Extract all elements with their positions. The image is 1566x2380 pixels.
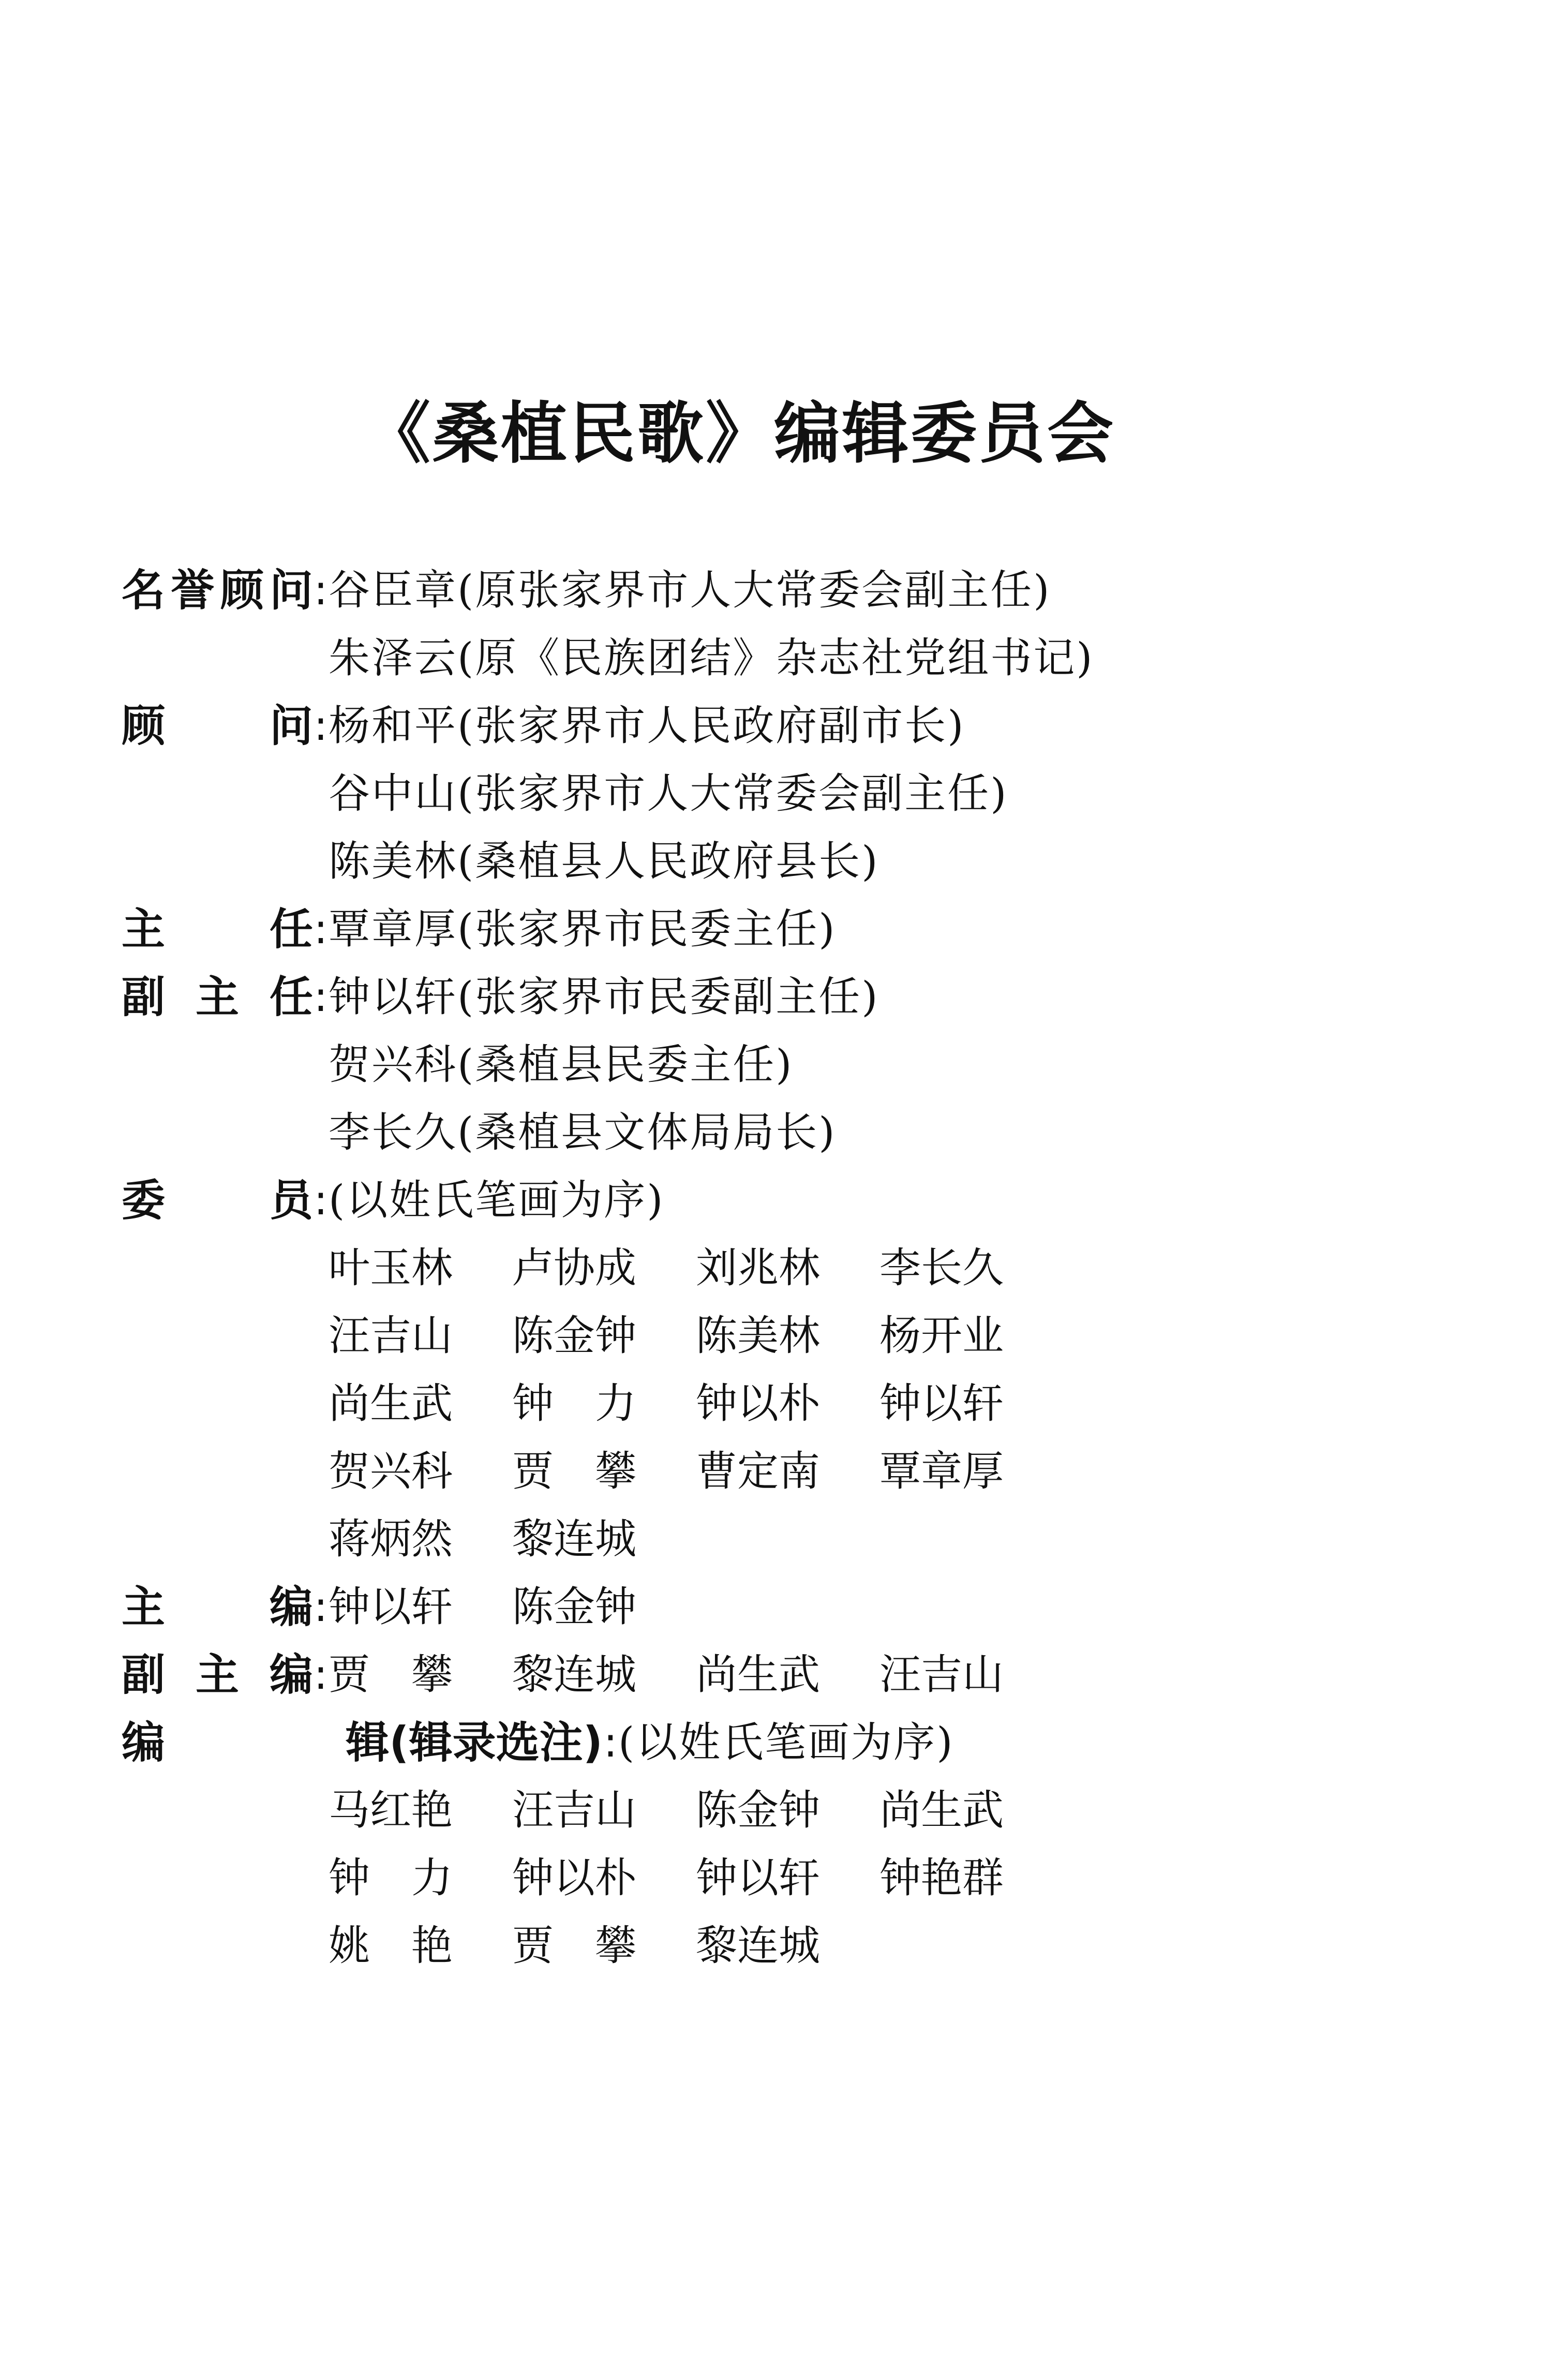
member-name: 杨开业 <box>879 1311 1004 1360</box>
editor-name: 汪吉山 <box>512 1786 636 1834</box>
label-separator: : <box>314 566 328 614</box>
advisor-row <box>122 827 1467 895</box>
members-names-row <box>122 1302 1467 1370</box>
editors-note: (以姓氏笔画为序) <box>618 1718 954 1766</box>
deputy-chief-editor-names <box>329 1650 1063 1699</box>
deputy-chief-editor-label <box>122 1649 313 1700</box>
label-char: 问 <box>269 700 313 751</box>
editors-label <box>122 1717 603 1768</box>
advisor-entry: 陈美林(桑植县人民政府县长) <box>329 837 879 885</box>
editor-name: 钟以朴 <box>512 1853 636 1902</box>
honorary-advisor-entry: 谷臣章(原张家界市人大常委会副主任) <box>329 566 1051 614</box>
director-row <box>122 895 1467 963</box>
deputy-director-row <box>122 1098 1467 1166</box>
member-name: 钟 力 <box>512 1379 636 1427</box>
label-rest: 辑(辑录选注) <box>346 1717 603 1768</box>
label-char: 副 <box>122 1649 166 1700</box>
label-char: 员 <box>269 1174 313 1226</box>
member-name: 覃章厚 <box>879 1447 1004 1495</box>
honorary-advisor-label <box>122 564 313 616</box>
editor-name: 贾 攀 <box>512 1921 636 1970</box>
editor-name: 钟艳群 <box>879 1853 1004 1902</box>
member-name: 陈美林 <box>696 1311 820 1360</box>
deputy-director-entry: 钟以轩(张家界市民委副主任) <box>329 972 879 1021</box>
advisor-label <box>122 700 313 751</box>
label-char: 副 <box>122 971 166 1022</box>
label-char: 编 <box>122 1717 166 1768</box>
member-name: 钟以轩 <box>879 1379 1004 1427</box>
label-separator: : <box>314 972 328 1021</box>
editor-name: 姚 艳 <box>329 1921 453 1970</box>
honorary-advisor-row <box>122 624 1467 692</box>
editors-names-row <box>122 1776 1467 1844</box>
label-char: 顾 <box>220 564 264 616</box>
members-names-row <box>122 1505 1467 1573</box>
deputy-director-label <box>122 971 313 1022</box>
chief-editor-names <box>329 1582 696 1631</box>
advisor-row <box>122 692 1467 760</box>
advisor-entry: 杨和平(张家界市人民政府副市长) <box>329 701 965 750</box>
deputy-director-entry: 贺兴科(桑植县民委主任) <box>329 1040 794 1089</box>
editors-row <box>122 1708 1467 1776</box>
editors-names-row <box>122 1844 1467 1912</box>
deputy-chief-editor-row <box>122 1641 1467 1708</box>
members-note: (以姓氏笔画为序) <box>329 1176 665 1224</box>
editor-name: 钟以轩 <box>329 1582 453 1631</box>
member-name: 陈金钟 <box>512 1311 636 1360</box>
deputy-director-row <box>122 963 1467 1031</box>
member-name: 黎连城 <box>512 1514 636 1563</box>
label-separator: : <box>314 904 328 953</box>
deputy-director-entry: 李长久(桑植县文体局局长) <box>329 1108 837 1156</box>
page-title: 《桑植民歌》编辑委员会 <box>364 395 1115 472</box>
label-char: 问 <box>269 564 313 616</box>
member-name: 钟以朴 <box>696 1379 820 1427</box>
member-name: 贺兴科 <box>329 1447 453 1495</box>
editor-name: 黎连城 <box>696 1921 820 1970</box>
member-name: 蒋炳然 <box>329 1514 453 1563</box>
advisor-row <box>122 760 1467 827</box>
label-char: 顾 <box>122 700 166 751</box>
label-separator: : <box>603 1718 618 1766</box>
editor-name: 贾 攀 <box>329 1650 453 1699</box>
editor-name: 黎连城 <box>512 1650 636 1699</box>
member-name: 卢协成 <box>512 1243 636 1292</box>
honorary-advisor-entry: 朱泽云(原《民族团结》杂志社党组书记) <box>329 633 1094 682</box>
member-name: 贾 攀 <box>512 1447 636 1495</box>
members-label <box>122 1174 313 1226</box>
members-names-row <box>122 1437 1467 1505</box>
label-char: 委 <box>122 1174 166 1226</box>
label-char: 主 <box>122 1581 166 1632</box>
director-entry: 覃章厚(张家界市民委主任) <box>329 904 837 953</box>
deputy-director-row <box>122 1031 1467 1098</box>
members-names-row <box>122 1234 1467 1302</box>
member-name: 刘兆林 <box>696 1243 820 1292</box>
label-char: 誉 <box>171 564 215 616</box>
advisor-entry: 谷中山(张家界市人大常委会副主任) <box>329 769 1008 817</box>
honorary-advisor-row <box>122 556 1467 624</box>
member-name: 尚生武 <box>329 1379 453 1427</box>
committee-roster <box>122 556 1467 1980</box>
member-name: 李长久 <box>879 1243 1004 1292</box>
editor-name: 钟以轩 <box>696 1853 820 1902</box>
label-separator: : <box>314 701 328 750</box>
editor-name: 尚生武 <box>696 1650 820 1699</box>
label-char: 主 <box>122 903 166 955</box>
members-names-row <box>122 1370 1467 1437</box>
label-char: 主 <box>195 971 239 1022</box>
editor-name: 钟 力 <box>329 1853 453 1902</box>
chief-editor-label <box>122 1581 313 1632</box>
director-label <box>122 903 313 955</box>
member-name: 曹定南 <box>696 1447 820 1495</box>
editor-name: 尚生武 <box>879 1786 1004 1834</box>
label-char: 主 <box>195 1649 239 1700</box>
label-separator: : <box>314 1650 328 1699</box>
editor-name: 陈金钟 <box>696 1786 820 1834</box>
member-name: 叶玉林 <box>329 1243 453 1292</box>
members-row <box>122 1166 1467 1234</box>
editor-name: 陈金钟 <box>512 1582 636 1631</box>
label-char: 任 <box>269 971 313 1022</box>
chief-editor-row <box>122 1573 1467 1641</box>
label-char: 任 <box>269 903 313 955</box>
editor-name: 汪吉山 <box>879 1650 1004 1699</box>
label-char: 编 <box>269 1649 313 1700</box>
label-char: 编 <box>269 1581 313 1632</box>
member-name: 汪吉山 <box>329 1311 453 1360</box>
label-char: 名 <box>122 564 166 616</box>
editor-name: 马红艳 <box>329 1786 453 1834</box>
label-separator: : <box>314 1582 328 1631</box>
editors-names-row <box>122 1912 1467 1980</box>
label-separator: : <box>314 1176 328 1224</box>
